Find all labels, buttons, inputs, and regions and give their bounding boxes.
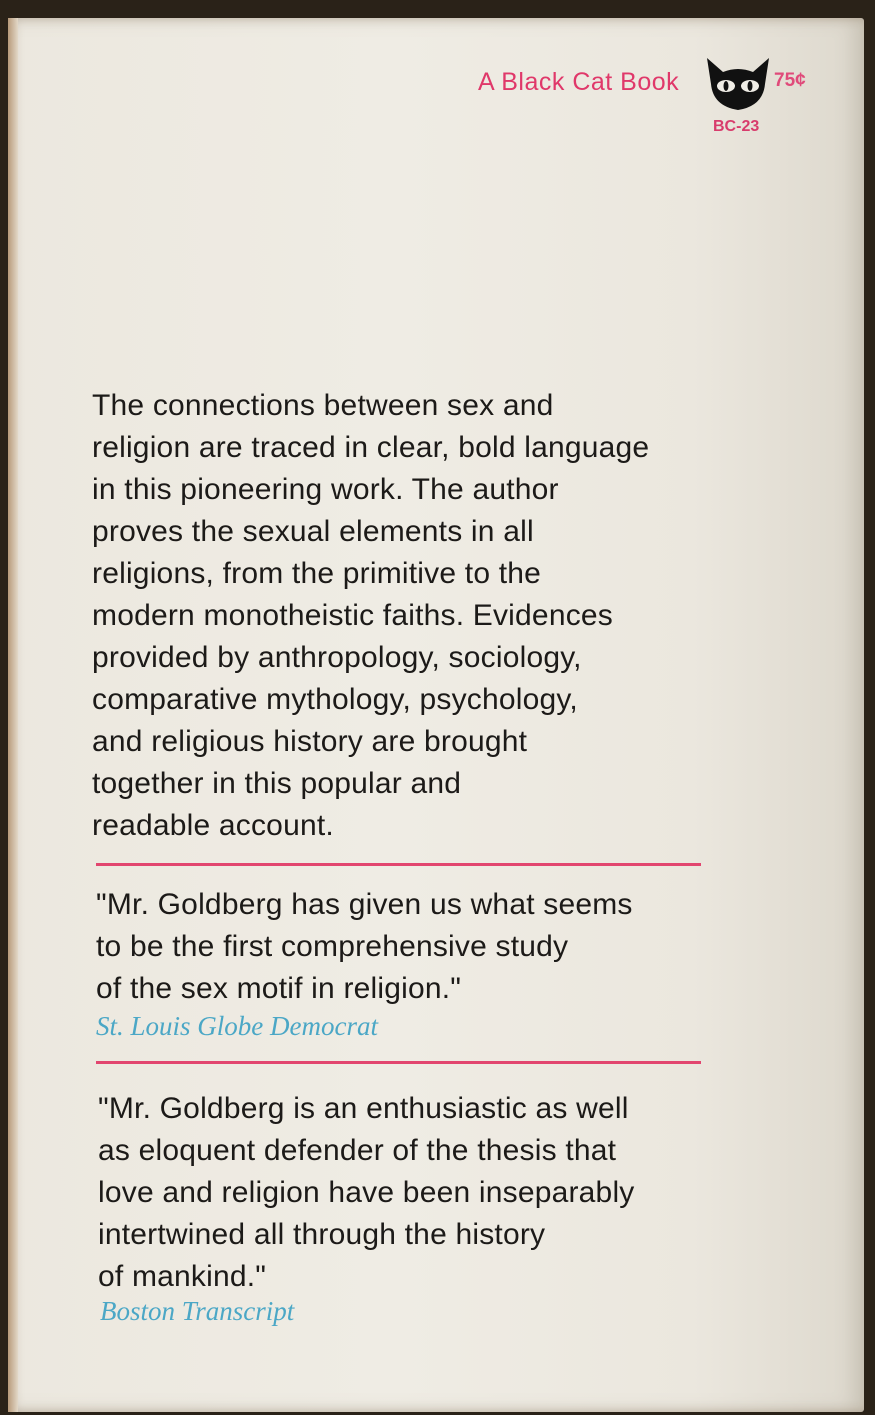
description-line: proves the sexual elements in all <box>92 515 534 548</box>
quote-line: to be the first comprehensive study <box>96 930 569 963</box>
quote-line: intertwined all through the history <box>98 1218 546 1251</box>
publisher-name: A Black Cat Book <box>478 68 680 96</box>
description-line: The connections between sex and <box>92 389 554 422</box>
spine-edge <box>8 18 18 1412</box>
review-quote <box>98 1088 718 1298</box>
quote-line: as eloquent defender of the thesis that <box>98 1134 617 1167</box>
description-line: readable account. <box>92 809 334 842</box>
quote-line: of the sex motif in religion." <box>96 972 462 1005</box>
description-line: modern monotheistic faiths. Evidences <box>92 599 613 632</box>
catalog-code: BC-23 <box>713 118 760 135</box>
description-line: in this pioneering work. The author <box>92 473 559 506</box>
divider-rule <box>96 1061 701 1064</box>
quote-line: love and religion have been inseparably <box>98 1176 635 1209</box>
quote-line: of mankind." <box>98 1260 267 1293</box>
review-quote <box>96 884 716 1010</box>
price-label: 75¢ <box>774 70 806 91</box>
description-line: religions, from the primitive to the <box>92 557 542 590</box>
description-line: comparative mythology, psychology, <box>92 683 578 716</box>
book-description <box>92 385 712 847</box>
description-line: and religious history are brought <box>92 725 528 758</box>
quote-source: St. Louis Globe Democrat <box>96 1011 378 1041</box>
description-line: together in this popular and <box>92 767 462 800</box>
book-back-cover <box>8 18 864 1412</box>
description-line: provided by anthropology, sociology, <box>92 641 582 674</box>
quote-line: "Mr. Goldberg is an enthusiastic as well <box>98 1092 629 1125</box>
description-line: religion are traced in clear, bold language <box>92 431 650 464</box>
quote-line: "Mr. Goldberg has given us what seems <box>96 888 633 921</box>
divider-rule <box>96 863 701 866</box>
quote-source: Boston Transcript <box>100 1296 295 1326</box>
black-cat-face-icon <box>703 54 773 114</box>
